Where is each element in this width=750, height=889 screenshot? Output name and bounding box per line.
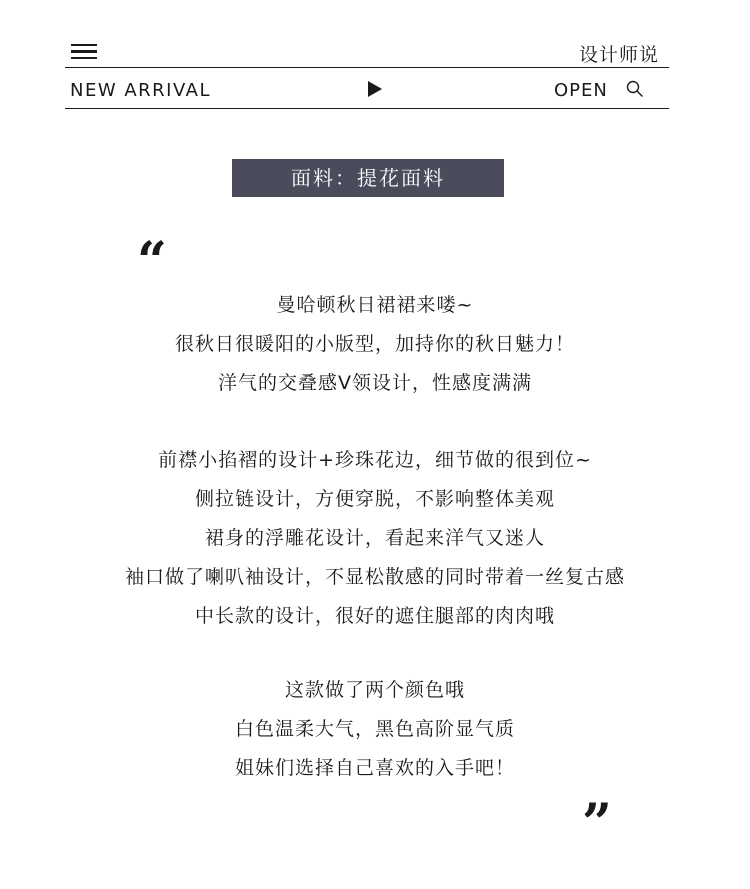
- text-line: 很秋日很暖阳的小版型，加持你的秋日魅力！: [174, 333, 575, 355]
- nav-bar: [65, 68, 669, 108]
- text-line: 侧拉链设计，方便穿脱，不影响整体美观: [194, 488, 555, 510]
- text-line: 白色温柔大气，黑色高阶显气质: [234, 718, 515, 740]
- paragraph-1: [0, 286, 750, 403]
- paragraph-2: [0, 441, 750, 636]
- hamburger-menu-icon[interactable]: [71, 44, 97, 60]
- nav-divider: [65, 108, 669, 109]
- text-line: 曼哈顿秋日裙裙来喽~: [276, 294, 474, 316]
- open-label[interactable]: OPEN: [554, 80, 608, 101]
- new-arrival-label: NEW ARRIVAL: [70, 80, 211, 101]
- text-line: 这款做了两个颜色哦: [284, 679, 465, 701]
- text-line: 洋气的交叠感V领设计，性感度满满: [218, 372, 532, 394]
- search-icon[interactable]: [626, 80, 644, 98]
- paragraph-3: [0, 671, 750, 788]
- text-line: 袖口做了喇叭袖设计，不显松散感的同时带着一丝复古感: [124, 566, 625, 588]
- open-quote-mark: “: [137, 231, 167, 292]
- play-icon[interactable]: [368, 81, 382, 97]
- text-line: 裙身的浮雕花设计，看起来洋气又迷人: [204, 527, 545, 549]
- close-quote-mark: ”: [582, 793, 612, 854]
- designer-label: 设计师说: [578, 44, 659, 66]
- text-line: 姐妹们选择自己喜欢的入手吧！: [234, 757, 515, 779]
- text-line: 中长款的设计，很好的遮住腿部的肉肉哦: [194, 605, 555, 627]
- fabric-banner: 面料：提花面料: [232, 159, 504, 197]
- top-bar: [65, 36, 669, 68]
- text-line: 前襟小掐褶的设计+珍珠花边，细节做的很到位~: [158, 449, 592, 471]
